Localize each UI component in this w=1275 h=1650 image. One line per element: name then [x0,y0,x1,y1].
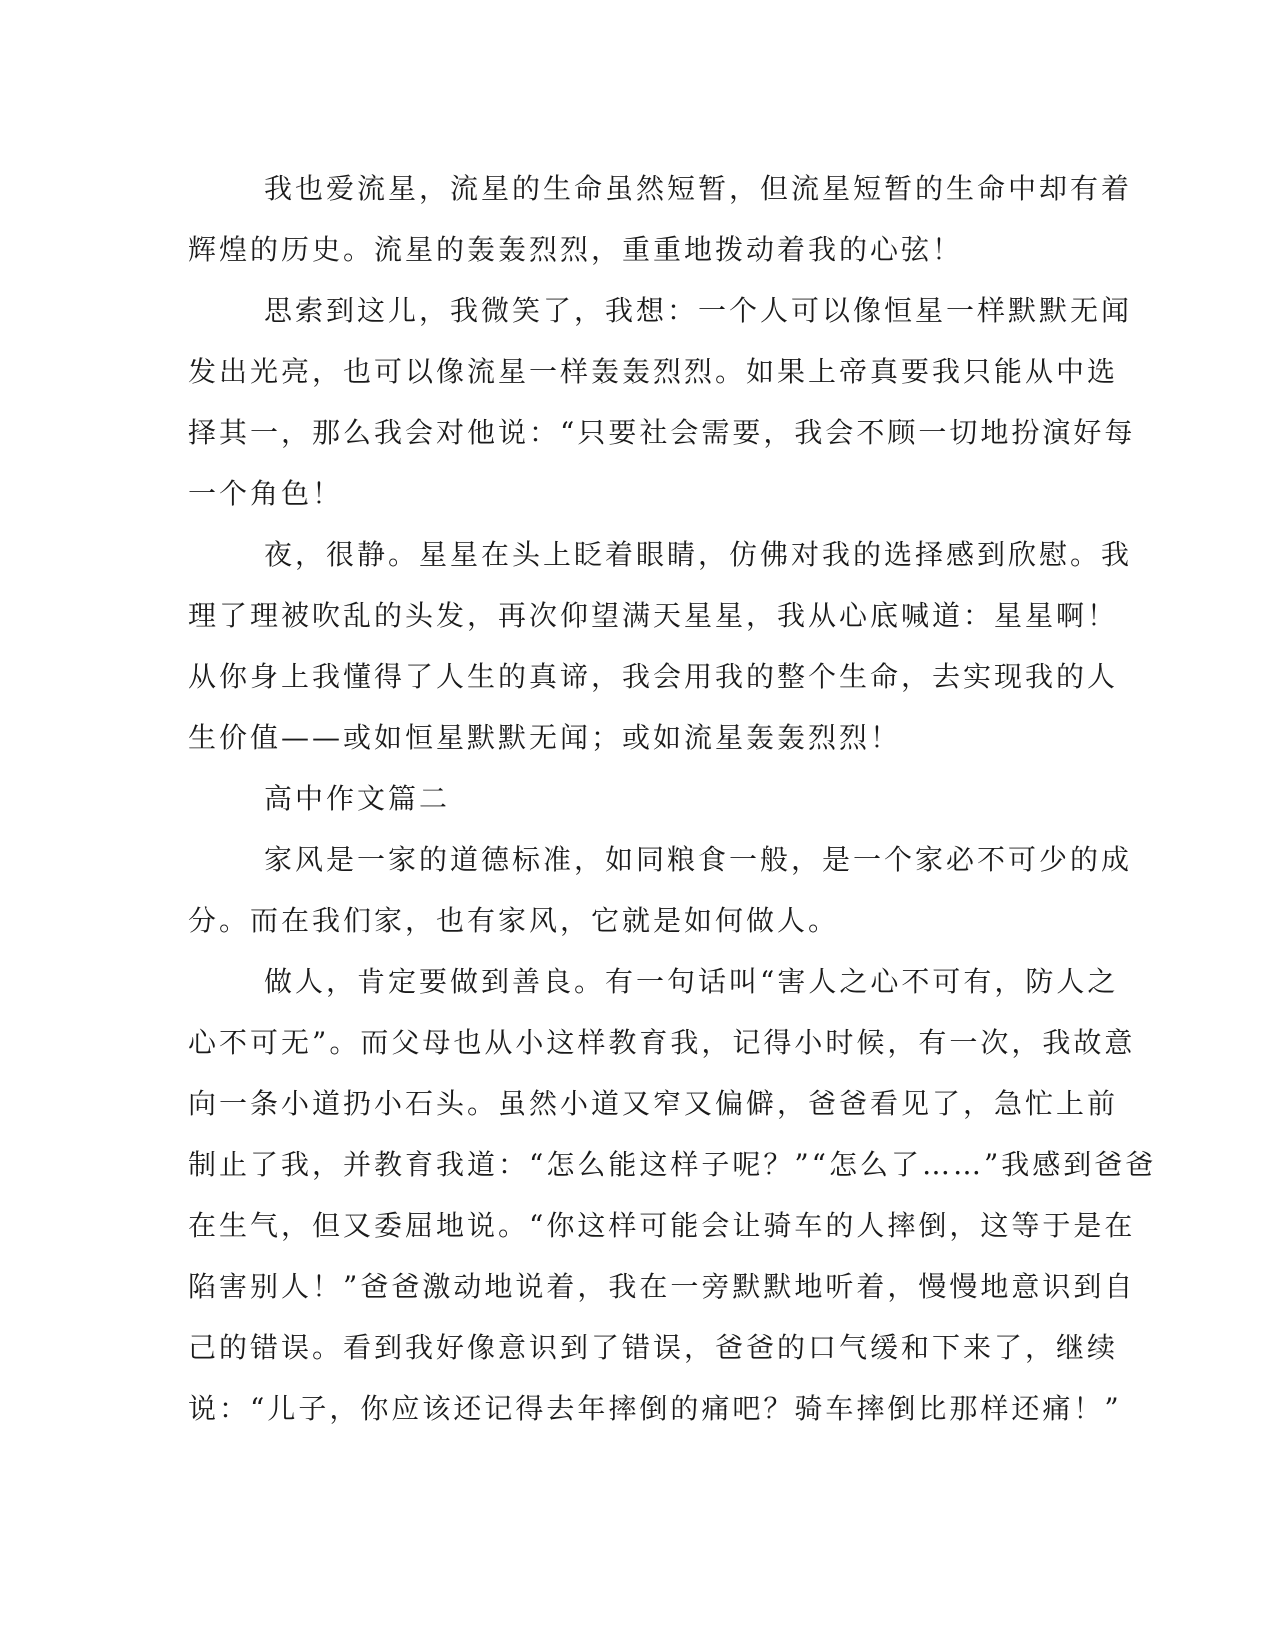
text-line: 分。而在我们家，也有家风，它就是如何做人。 [188,904,840,937]
text-line: 我也爱流星，流星的生命虽然短暂，但流星短暂的生命中却有着 [264,172,1133,205]
text-line: 心不可无”。而父母也从小这样教育我，记得小时候，有一次，我故意 [188,1026,1136,1059]
text-line: 一个角色！ [188,477,344,510]
text-line: 家风是一家的道德标准，如同粮食一般，是一个家必不可少的成 [264,843,1133,876]
text-line: 发出光亮，也可以像流星一样轰轰烈烈。如果上帝真要我只能从中选 [188,355,1119,388]
text-line: 己的错误。看到我好像意识到了错误，爸爸的口气缓和下来了，继续 [188,1331,1119,1364]
text-line: 理了理被吹乱的头发，再次仰望满天星星，我从心底喊道：星星啊！ [188,599,1119,632]
text-line: 说：“儿子，你应该还记得去年摔倒的痛吧？骑车摔倒比那样还痛！” [188,1392,1122,1425]
text-line: 从你身上我懂得了人生的真谛，我会用我的整个生命，去实现我的人 [188,660,1119,693]
document-body [188,158,1157,1439]
text-line: 思索到这儿，我微笑了，我想：一个人可以像恒星一样默默无闻 [264,294,1133,327]
text-line: 陷害别人！”爸爸激动地说着，我在一旁默默地听着，慢慢地意识到自 [188,1270,1136,1303]
text-line: 在生气，但又委屈地说。“你这样可能会让骑车的人摔倒，这等于是在 [188,1209,1136,1242]
section-heading: 高中作文篇二 [264,782,451,815]
text-line: 向一条小道扔小石头。虽然小道又窄又偏僻，爸爸看见了，急忙上前 [188,1087,1119,1120]
text-line: 做人，肯定要做到善良。有一句话叫“害人之心不可有，防人之 [264,965,1119,998]
text-line: 择其一，那么我会对他说：“只要社会需要，我会不顾一切地扮演好每 [188,416,1136,449]
text-line: 生价值——或如恒星默默无闻；或如流星轰轰烈烈！ [188,721,902,754]
text-line: 辉煌的历史。流星的轰轰烈烈，重重地拨动着我的心弦！ [188,233,964,266]
text-line: 制止了我，并教育我道：“怎么能这样子呢？”“怎么了……”我感到爸爸 [188,1148,1157,1181]
text-line: 夜，很静。星星在头上眨着眼睛，仿佛对我的选择感到欣慰。我 [264,538,1133,571]
